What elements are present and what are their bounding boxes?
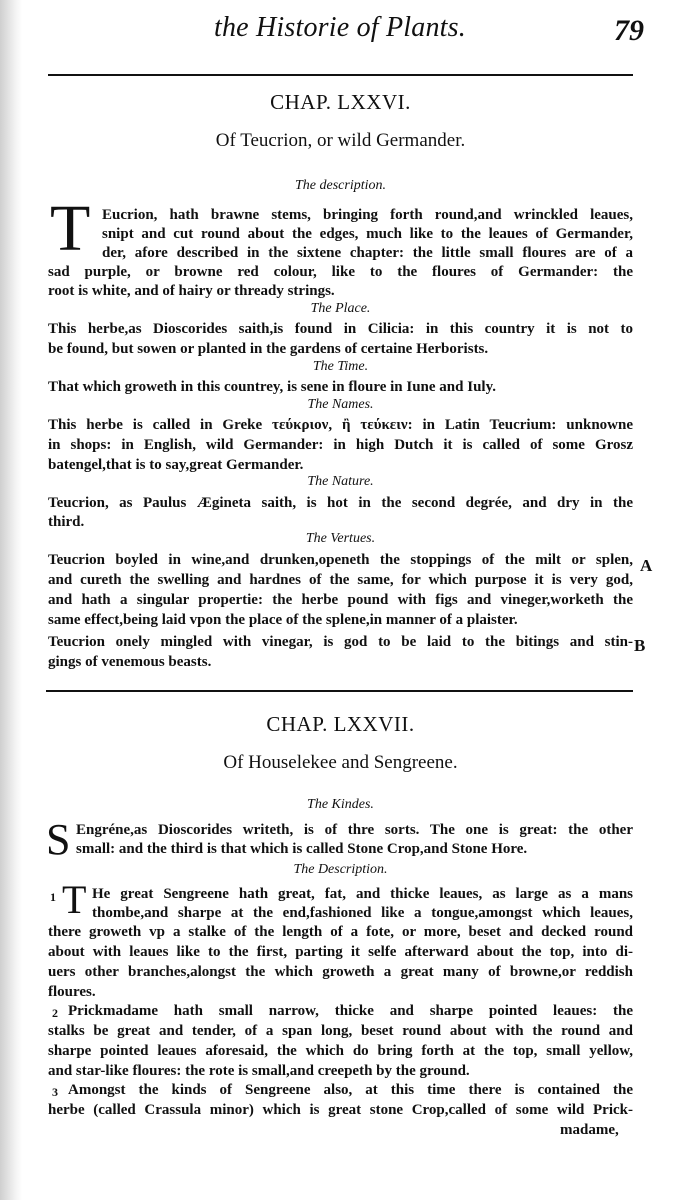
- text-line: herbe (called Crassula minor) which is great stone Crop,called of some wild Prick-: [48, 1102, 633, 1118]
- text-line: sad purple, or browne red colour, like to the floures of Germander: the: [48, 264, 633, 280]
- drop-cap: T: [62, 877, 87, 922]
- margin-letter: A: [640, 556, 653, 575]
- text-line: sharpe pointed leaues aforesaid, the which do bring forth at the top, small yellow,: [48, 1043, 633, 1059]
- text-line: Teucrion onely mingled with vinegar, is god to be laid to the bitings and stin-: [48, 634, 633, 650]
- drop-cap: T: [50, 192, 91, 265]
- text-line: gings of venemous beasts.: [48, 654, 212, 670]
- header-rule: [48, 74, 633, 76]
- text-line: Prickmadame hath small narrow, thicke and sharpe pointed leaues: the: [68, 1003, 633, 1019]
- item-number: 1: [50, 890, 56, 904]
- text-line: in shops: in English, wild Germander: in high Dutch it is called of some Grosz: [48, 437, 633, 453]
- text-line: snipt and cut round about the edges, much like to the leaues of Germander,: [102, 226, 633, 242]
- chapter-heading: CHAP. LXXVII.: [266, 712, 415, 736]
- text-line: uers other branches,alongst the which groweth a great many of browne,or reddish: [48, 964, 633, 980]
- text-line: Teucrion boyled in wine,and drunken,openeth the stoppings of the milt or splen,: [48, 552, 633, 568]
- text-line: This herbe is called in Greke τεύκριον, ἢ τεύκειν: in Latin Teucrium: unknowne: [48, 417, 633, 433]
- text-line: same effect,being laid vpon the place of the splene,in manner of a plaister.: [48, 612, 518, 628]
- text-line: about with leaues like to the first, parting it selfe afterward about the top, into di-: [48, 944, 633, 960]
- section-heading: The Nature.: [307, 474, 374, 489]
- chapter-title: Of Houselekee and Sengreene.: [223, 752, 458, 773]
- chapter-rule: [46, 690, 633, 692]
- section-heading: The description.: [295, 178, 386, 193]
- text-line: thombe,and sharpe at the end,fashioned like a tongue,amongst which leaues,: [92, 905, 633, 921]
- text-line: Engréne,as Dioscorides writeth, is of thre sorts. The one is great: the other: [76, 822, 633, 838]
- text-line: third.: [48, 514, 85, 530]
- item-number: 2: [52, 1006, 58, 1020]
- section-heading: The Vertues.: [305, 531, 376, 546]
- text-line: and star-like floures: the rote is small,and creepeth by the ground.: [48, 1063, 470, 1079]
- text-line: there groweth vp a stalke of the length of a fote, or more, beset and decked round: [48, 924, 633, 940]
- page-gutter-shadow: [0, 0, 22, 1200]
- section-heading: The Place.: [310, 301, 371, 316]
- text-line: Amongst the kinds of Sengreene also, at this time there is contained the: [68, 1082, 633, 1098]
- text-line: root is white, and of hairy or thready strings.: [48, 283, 335, 299]
- margin-letter: B: [634, 636, 646, 655]
- text-line: stalks be great and tender, of a span long, beset round about with the round and: [48, 1023, 633, 1039]
- section-heading: The Description.: [293, 862, 388, 877]
- text-line: and cureth the swelling and hardnes of the same, for which purpose it is very god,: [48, 572, 633, 588]
- item-number: 3: [52, 1085, 58, 1099]
- section-heading: The Names.: [307, 397, 374, 412]
- catchword: madame,: [560, 1122, 619, 1138]
- chapter-title: Of Teucrion, or wild Germander.: [215, 130, 466, 151]
- text-line: That which groweth in this countrey, is sene in floure in Iune and Iuly.: [48, 379, 497, 395]
- text-line: and hath a singular propertie: the herbe pound with figs and vineger,worketh the: [48, 592, 633, 608]
- running-head: the Historie of Plants.: [214, 12, 466, 43]
- text-line: He great Sengreene hath great, fat, and thicke leaues, as large as a mans: [92, 886, 633, 902]
- text-line: This herbe,as Dioscorides saith,is found in Cilicia: in this country it is not to: [48, 321, 633, 337]
- drop-cap: S: [46, 815, 71, 864]
- text-line: der, afore described in the sixtene chapter: the little small floures are of a: [102, 245, 633, 261]
- text-line: batengel,that is to say,great Germander.: [48, 457, 304, 473]
- section-heading: The Time.: [312, 359, 369, 374]
- text-line: floures.: [48, 984, 96, 1000]
- text-line: be found, but sowen or planted in the gardens of certaine Herborists.: [48, 341, 489, 357]
- text-line: Teucrion, as Paulus Ægineta saith, is hot in the second degrée, and dry in the: [48, 495, 633, 511]
- text-line: Eucrion, hath brawne stems, bringing forth round,and wrinckled leaues,: [102, 207, 633, 223]
- chapter-heading: CHAP. LXXVI.: [270, 90, 411, 114]
- section-heading: The Kindes.: [307, 797, 374, 812]
- page-number: 79: [614, 14, 644, 47]
- text-line: small: and the third is that which is called Stone Crop,and Stone Hore.: [76, 841, 528, 857]
